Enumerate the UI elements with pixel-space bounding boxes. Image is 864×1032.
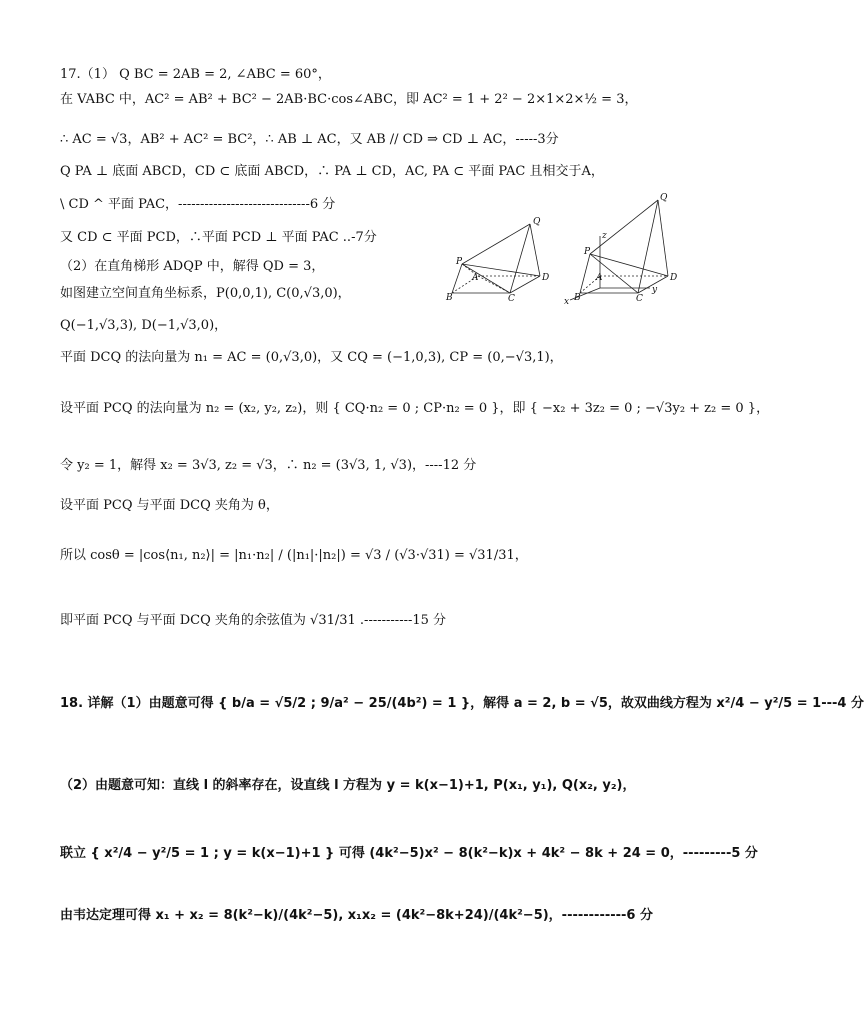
solution-line: ∴ AC = √3，AB² + AC² = BC²，∴ AB ⊥ AC，又 AB // CD ⇒ CD ⊥ AC，-----3分 [60, 132, 559, 147]
solution-line: 设平面 PCQ 的法向量为 n₂ = (x₂, y₂, z₂)，则 { CQ·n₂ = 0 ; CP·n₂ = 0 }，即 { −x₂ + 3z₂ = 0 ; −√3y₂ + z₂ = 0 }， [60, 401, 770, 416]
svg-text:D: D [670, 273, 678, 283]
solution-line: 由韦达定理可得 x₁ + x₂ = 8(k²−k)/(4k²−5), x₁x₂ = (4k²−8k+24)/(4k²−5)，------------6 分 [60, 908, 654, 923]
solution-line: 如图建立空间直角坐标系，P(0,0,1), C(0,√3,0)， [60, 286, 351, 301]
left-figure [452, 224, 540, 293]
geometry-figures [440, 188, 680, 306]
svg-text:x: x [564, 297, 570, 307]
left-figure-labels [445, 217, 549, 304]
solution-line: （2）在直角梯形 ADQP 中，解得 QD = 3， [60, 259, 325, 274]
svg-text:D: D [542, 273, 550, 283]
svg-text:A: A [596, 273, 603, 283]
solution-line: 在 VABC 中，AC² = AB² + BC² − 2AB·BC·cos∠ABC，即 AC² = 1 + 2² − 2×1×2×½ = 3， [60, 92, 638, 107]
svg-text:C: C [508, 294, 515, 304]
pyramid-diagrams [440, 188, 680, 306]
svg-text:B: B [574, 293, 581, 303]
svg-text:B: B [446, 293, 453, 303]
svg-text:Q: Q [660, 193, 668, 203]
solution-line: Q(−1,√3,3), D(−1,√3,0)， [60, 318, 228, 333]
svg-text:P: P [584, 247, 591, 257]
svg-text:A: A [472, 273, 479, 283]
solution-line: 17.（1） Q BC = 2AB = 2, ∠ABC = 60°， [60, 67, 331, 82]
svg-text:C: C [636, 294, 643, 304]
solution-line: 平面 DCQ 的法向量为 n₁ = AC = (0,√3,0)，又 CQ = (−1,0,3), CP = (0,−√3,1)， [60, 350, 563, 365]
solution-line: 联立 { x²/4 − y²/5 = 1 ; y = k(x−1)+1 } 可得 (4k²−5)x² − 8(k²−k)x + 4k² − 8k + 24 = 0，---------5 分 [60, 846, 758, 861]
solution-line: \ CD ^ 平面 PAC，------------------------------6 分 [60, 197, 336, 212]
solution-line: 又 CD ⊂ 平面 PCD，∴平面 PCD ⊥ 平面 PAC ..-7分 [60, 230, 377, 245]
solution-line: 18. 详解（1）由题意可得 { b/a = √5/2 ; 9/a² − 25/(4b²) = 1 }，解得 a = 2, b = √5，故双曲线方程为 x²/4 − y²/5 = 1---4 分 [60, 696, 864, 711]
svg-text:Q: Q [533, 217, 541, 227]
solution-line: Q PA ⊥ 底面 ABCD，CD ⊂ 底面 ABCD，∴ PA ⊥ CD，AC, PA ⊂ 平面 PAC 且相交于A， [60, 164, 604, 179]
solution-line: 即平面 PCQ 与平面 DCQ 夹角的余弦值为 √31/31 .-----------15 分 [60, 613, 447, 628]
solution-line: （2）由题意可知：直线 l 的斜率存在，设直线 l 方程为 y = k(x−1)+1, P(x₁, y₁), Q(x₂, y₂)， [60, 778, 636, 793]
solution-line: 令 y₂ = 1，解得 x₂ = 3√3, z₂ = √3，∴ n₂ = (3√3, 1, √3)，----12 分 [60, 458, 477, 473]
solution-line: 设平面 PCQ 与平面 DCQ 夹角为 θ， [60, 498, 279, 513]
svg-text:y: y [652, 285, 658, 295]
solution-line: 所以 cosθ = |cos⟨n₁, n₂⟩| = |n₁·n₂| / (|n₁|·|n₂|) = √3 / (√3·√31) = √31/31， [60, 548, 528, 563]
svg-text:P: P [456, 257, 463, 267]
svg-text:z: z [602, 231, 607, 241]
